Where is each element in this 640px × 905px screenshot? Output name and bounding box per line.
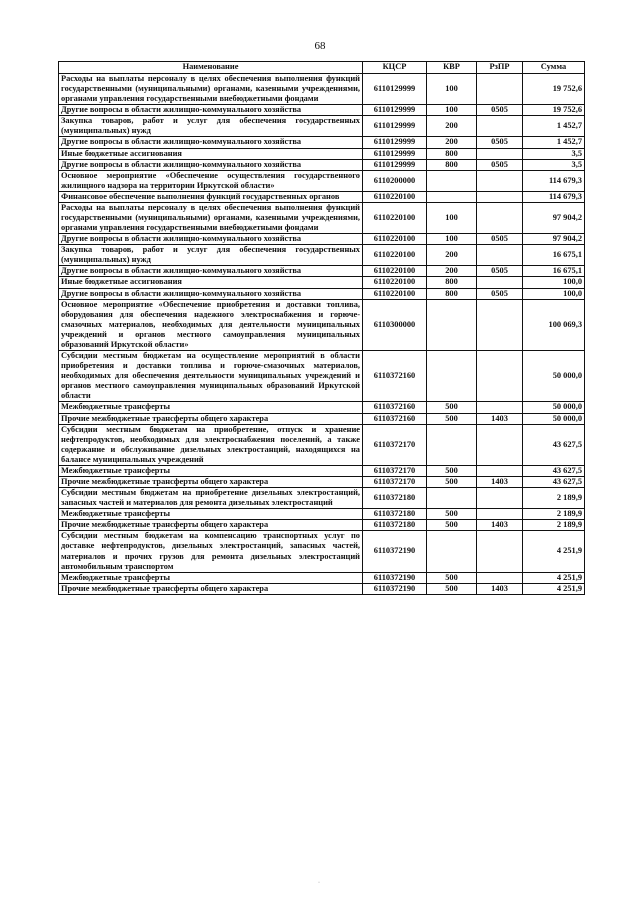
row-sum-cell: 3,5 — [523, 148, 585, 159]
row-rzpr-cell: 1403 — [477, 520, 523, 531]
row-name-cell: Другие вопросы в области жилищно-коммунального хозяйства — [59, 105, 363, 116]
row-kcsr-cell: 6110372190 — [363, 531, 427, 572]
row-kcsr-cell: 6110200000 — [363, 170, 427, 191]
table-row — [59, 234, 585, 245]
row-kcsr-cell: 6110220100 — [363, 277, 427, 288]
table-header-row — [59, 62, 585, 74]
row-kvr-cell: 500 — [427, 465, 477, 476]
header-sum: Сумма — [523, 62, 585, 74]
row-kcsr-cell: 6110372190 — [363, 583, 427, 594]
row-name-cell: Иные бюджетные ассигнования — [59, 277, 363, 288]
row-rzpr-cell — [477, 488, 523, 509]
row-sum-cell: 97 904,2 — [523, 202, 585, 233]
row-rzpr-cell — [477, 402, 523, 413]
row-sum-cell: 100,0 — [523, 277, 585, 288]
row-name-cell: Основное мероприятие «Обеспечение приобретения и доставки топлива, оборудования для обеспечения надежного электроснабжения и горюче-смазочных материалов, необходимых для деятельности муниципальных учреждений и органов местного самоуправления муниципальных образований Иркутской области» — [59, 299, 363, 350]
row-sum-cell: 16 675,1 — [523, 266, 585, 277]
row-kcsr-cell: 6110220100 — [363, 288, 427, 299]
row-sum-cell: 19 752,6 — [523, 105, 585, 116]
row-rzpr-cell: 0505 — [477, 137, 523, 148]
row-kcsr-cell: 6110129999 — [363, 159, 427, 170]
row-sum-cell: 50 000,0 — [523, 413, 585, 424]
row-kvr-cell — [427, 170, 477, 191]
row-name-cell: Субсидии местным бюджетам на приобретение, отпуск и хранение нефтепродуктов, необходимых для электроснабжения поселений, а также содержание и обслуживание дизельных электростанций, находящихся на балансе муниципальных учреждений — [59, 424, 363, 465]
row-name-cell: Субсидии местным бюджетам на приобретение дизельных электростанций, запасных частей и материалов для ремонта дизельных электростанций — [59, 488, 363, 509]
row-kvr-cell — [427, 488, 477, 509]
row-kvr-cell: 100 — [427, 202, 477, 233]
row-rzpr-cell — [477, 299, 523, 350]
table-row — [59, 277, 585, 288]
row-sum-cell: 4 251,9 — [523, 531, 585, 572]
row-rzpr-cell — [477, 572, 523, 583]
table-row — [59, 266, 585, 277]
table-row — [59, 170, 585, 191]
row-name-cell: Другие вопросы в области жилищно-коммунального хозяйства — [59, 234, 363, 245]
row-kvr-cell: 500 — [427, 509, 477, 520]
table-row — [59, 105, 585, 116]
row-kvr-cell: 800 — [427, 159, 477, 170]
row-rzpr-cell: 0505 — [477, 288, 523, 299]
row-kvr-cell: 500 — [427, 572, 477, 583]
row-rzpr-cell — [477, 509, 523, 520]
row-sum-cell: 2 189,9 — [523, 520, 585, 531]
row-kvr-cell — [427, 299, 477, 350]
table-row — [59, 116, 585, 137]
table-row — [59, 402, 585, 413]
row-rzpr-cell: 1403 — [477, 476, 523, 487]
row-sum-cell: 43 627,5 — [523, 465, 585, 476]
row-rzpr-cell: 1403 — [477, 583, 523, 594]
row-rzpr-cell — [477, 465, 523, 476]
row-name-cell: Межбюджетные трансферты — [59, 509, 363, 520]
row-sum-cell: 4 251,9 — [523, 583, 585, 594]
row-kvr-cell: 500 — [427, 476, 477, 487]
row-kcsr-cell: 6110129999 — [363, 116, 427, 137]
row-name-cell: Иные бюджетные ассигнования — [59, 148, 363, 159]
row-sum-cell: 2 189,9 — [523, 488, 585, 509]
row-kcsr-cell: 6110300000 — [363, 299, 427, 350]
row-kvr-cell — [427, 424, 477, 465]
row-rzpr-cell — [477, 116, 523, 137]
row-rzpr-cell — [477, 148, 523, 159]
row-rzpr-cell — [477, 424, 523, 465]
table-row — [59, 74, 585, 105]
budget-table — [58, 61, 585, 595]
row-kcsr-cell: 6110220100 — [363, 266, 427, 277]
row-kvr-cell: 800 — [427, 277, 477, 288]
row-kcsr-cell: 6110220100 — [363, 234, 427, 245]
row-kvr-cell: 500 — [427, 583, 477, 594]
row-kvr-cell: 500 — [427, 520, 477, 531]
row-name-cell: Другие вопросы в области жилищно-коммунального хозяйства — [59, 266, 363, 277]
table-row — [59, 583, 585, 594]
row-kvr-cell: 200 — [427, 266, 477, 277]
row-sum-cell: 97 904,2 — [523, 234, 585, 245]
row-rzpr-cell — [477, 170, 523, 191]
table-row — [59, 572, 585, 583]
table-row — [59, 159, 585, 170]
row-kcsr-cell: 6110372160 — [363, 413, 427, 424]
row-sum-cell: 2 189,9 — [523, 509, 585, 520]
row-name-cell: Расходы на выплаты персоналу в целях обеспечения выполнения функций государственными (муниципальными) органами, казенными учреждениями, органами управления государственными внебюджетными фондами — [59, 74, 363, 105]
row-kvr-cell — [427, 351, 477, 402]
row-sum-cell: 19 752,6 — [523, 74, 585, 105]
row-kcsr-cell: 6110372190 — [363, 572, 427, 583]
row-name-cell: Межбюджетные трансферты — [59, 465, 363, 476]
row-kcsr-cell: 6110372160 — [363, 351, 427, 402]
row-name-cell: Субсидии местным бюджетам на осуществление мероприятий в области приобретения и доставки топлива и горюче-смазочных материалов, необходимых для обеспечения деятельности муниципальных учреждений и органов местного самоуправления муниципальных образований Иркутской области — [59, 351, 363, 402]
row-kcsr-cell: 6110372180 — [363, 488, 427, 509]
row-rzpr-cell — [477, 191, 523, 202]
table-row — [59, 351, 585, 402]
row-name-cell: Прочие межбюджетные трансферты общего характера — [59, 413, 363, 424]
table-row — [59, 413, 585, 424]
row-kcsr-cell: 6110372170 — [363, 424, 427, 465]
row-rzpr-cell: 0505 — [477, 105, 523, 116]
table-row — [59, 424, 585, 465]
row-name-cell: Финансовое обеспечение выполнения функций государственных органов — [59, 191, 363, 202]
row-sum-cell: 114 679,3 — [523, 170, 585, 191]
row-sum-cell: 43 627,5 — [523, 424, 585, 465]
row-kcsr-cell: 6110129999 — [363, 105, 427, 116]
row-kvr-cell: 200 — [427, 137, 477, 148]
table-row — [59, 148, 585, 159]
row-kvr-cell: 500 — [427, 413, 477, 424]
row-rzpr-cell — [477, 245, 523, 266]
row-sum-cell: 4 251,9 — [523, 572, 585, 583]
row-name-cell: Прочие межбюджетные трансферты общего характера — [59, 520, 363, 531]
row-kcsr-cell: 6110129999 — [363, 74, 427, 105]
row-sum-cell: 114 679,3 — [523, 191, 585, 202]
row-name-cell: Межбюджетные трансферты — [59, 402, 363, 413]
row-sum-cell: 1 452,7 — [523, 137, 585, 148]
table-row — [59, 288, 585, 299]
row-sum-cell: 100,0 — [523, 288, 585, 299]
row-rzpr-cell — [477, 277, 523, 288]
row-name-cell: Основное мероприятие «Обеспечение осуществления государственного жилищного надзора на территории Иркутской области» — [59, 170, 363, 191]
row-sum-cell: 3,5 — [523, 159, 585, 170]
header-kcsr: КЦСР — [363, 62, 427, 74]
row-kvr-cell: 500 — [427, 402, 477, 413]
row-kcsr-cell: 6110129999 — [363, 137, 427, 148]
row-name-cell: Закупка товаров, работ и услуг для обеспечения государственных (муниципальных) нужд — [59, 116, 363, 137]
row-kcsr-cell: 6110220100 — [363, 191, 427, 202]
table-row — [59, 137, 585, 148]
table-row — [59, 202, 585, 233]
row-name-cell: Другие вопросы в области жилищно-коммунального хозяйства — [59, 288, 363, 299]
table-row — [59, 191, 585, 202]
row-rzpr-cell: 0505 — [477, 266, 523, 277]
header-rzpr: РзПР — [477, 62, 523, 74]
row-sum-cell: 43 627,5 — [523, 476, 585, 487]
row-sum-cell: 16 675,1 — [523, 245, 585, 266]
row-kvr-cell: 100 — [427, 74, 477, 105]
table-row — [59, 520, 585, 531]
row-sum-cell: 100 069,3 — [523, 299, 585, 350]
row-kvr-cell: 800 — [427, 288, 477, 299]
row-rzpr-cell: 0505 — [477, 234, 523, 245]
row-kcsr-cell: 6110372170 — [363, 465, 427, 476]
row-kcsr-cell: 6110220100 — [363, 202, 427, 233]
row-kcsr-cell: 6110372160 — [363, 402, 427, 413]
page-number: 68 — [314, 40, 326, 52]
row-name-cell: Другие вопросы в области жилищно-коммунального хозяйства — [59, 159, 363, 170]
table-row — [59, 245, 585, 266]
header-kvr: КВР — [427, 62, 477, 74]
row-rzpr-cell — [477, 531, 523, 572]
row-name-cell: Субсидии местным бюджетам на компенсацию транспортных услуг по доставке нефтепродуктов, дизельных электростанций, запасных частей, материалов и прочих грузов для ремонта дизельных электростанций автомобильным транспортом — [59, 531, 363, 572]
row-sum-cell: 50 000,0 — [523, 351, 585, 402]
row-name-cell: Другие вопросы в области жилищно-коммунального хозяйства — [59, 137, 363, 148]
table-row — [59, 465, 585, 476]
row-rzpr-cell: 1403 — [477, 413, 523, 424]
row-sum-cell: 1 452,7 — [523, 116, 585, 137]
row-name-cell: Закупка товаров, работ и услуг для обеспечения государственных (муниципальных) нужд — [59, 245, 363, 266]
table-row — [59, 531, 585, 572]
row-rzpr-cell: 0505 — [477, 159, 523, 170]
scan-speck: · — [318, 880, 320, 886]
row-kcsr-cell: 6110220100 — [363, 245, 427, 266]
row-kcsr-cell: 6110372180 — [363, 520, 427, 531]
row-name-cell: Прочие межбюджетные трансферты общего характера — [59, 583, 363, 594]
row-kvr-cell: 800 — [427, 148, 477, 159]
table-row — [59, 299, 585, 350]
row-kvr-cell: 100 — [427, 234, 477, 245]
row-kvr-cell — [427, 531, 477, 572]
row-kvr-cell: 100 — [427, 105, 477, 116]
table-row — [59, 509, 585, 520]
row-rzpr-cell — [477, 202, 523, 233]
table-row — [59, 476, 585, 487]
row-rzpr-cell — [477, 351, 523, 402]
row-kcsr-cell: 6110372170 — [363, 476, 427, 487]
header-name: Наименование — [59, 62, 363, 74]
table-row — [59, 488, 585, 509]
row-name-cell: Прочие межбюджетные трансферты общего характера — [59, 476, 363, 487]
row-sum-cell: 50 000,0 — [523, 402, 585, 413]
row-rzpr-cell — [477, 74, 523, 105]
row-name-cell: Межбюджетные трансферты — [59, 572, 363, 583]
row-name-cell: Расходы на выплаты персоналу в целях обеспечения выполнения функций государственными (муниципальными) органами, казенными учреждениями, органами управления государственными внебюджетными фондами — [59, 202, 363, 233]
row-kvr-cell — [427, 191, 477, 202]
row-kvr-cell: 200 — [427, 245, 477, 266]
row-kcsr-cell: 6110129999 — [363, 148, 427, 159]
row-kcsr-cell: 6110372180 — [363, 509, 427, 520]
row-kvr-cell: 200 — [427, 116, 477, 137]
